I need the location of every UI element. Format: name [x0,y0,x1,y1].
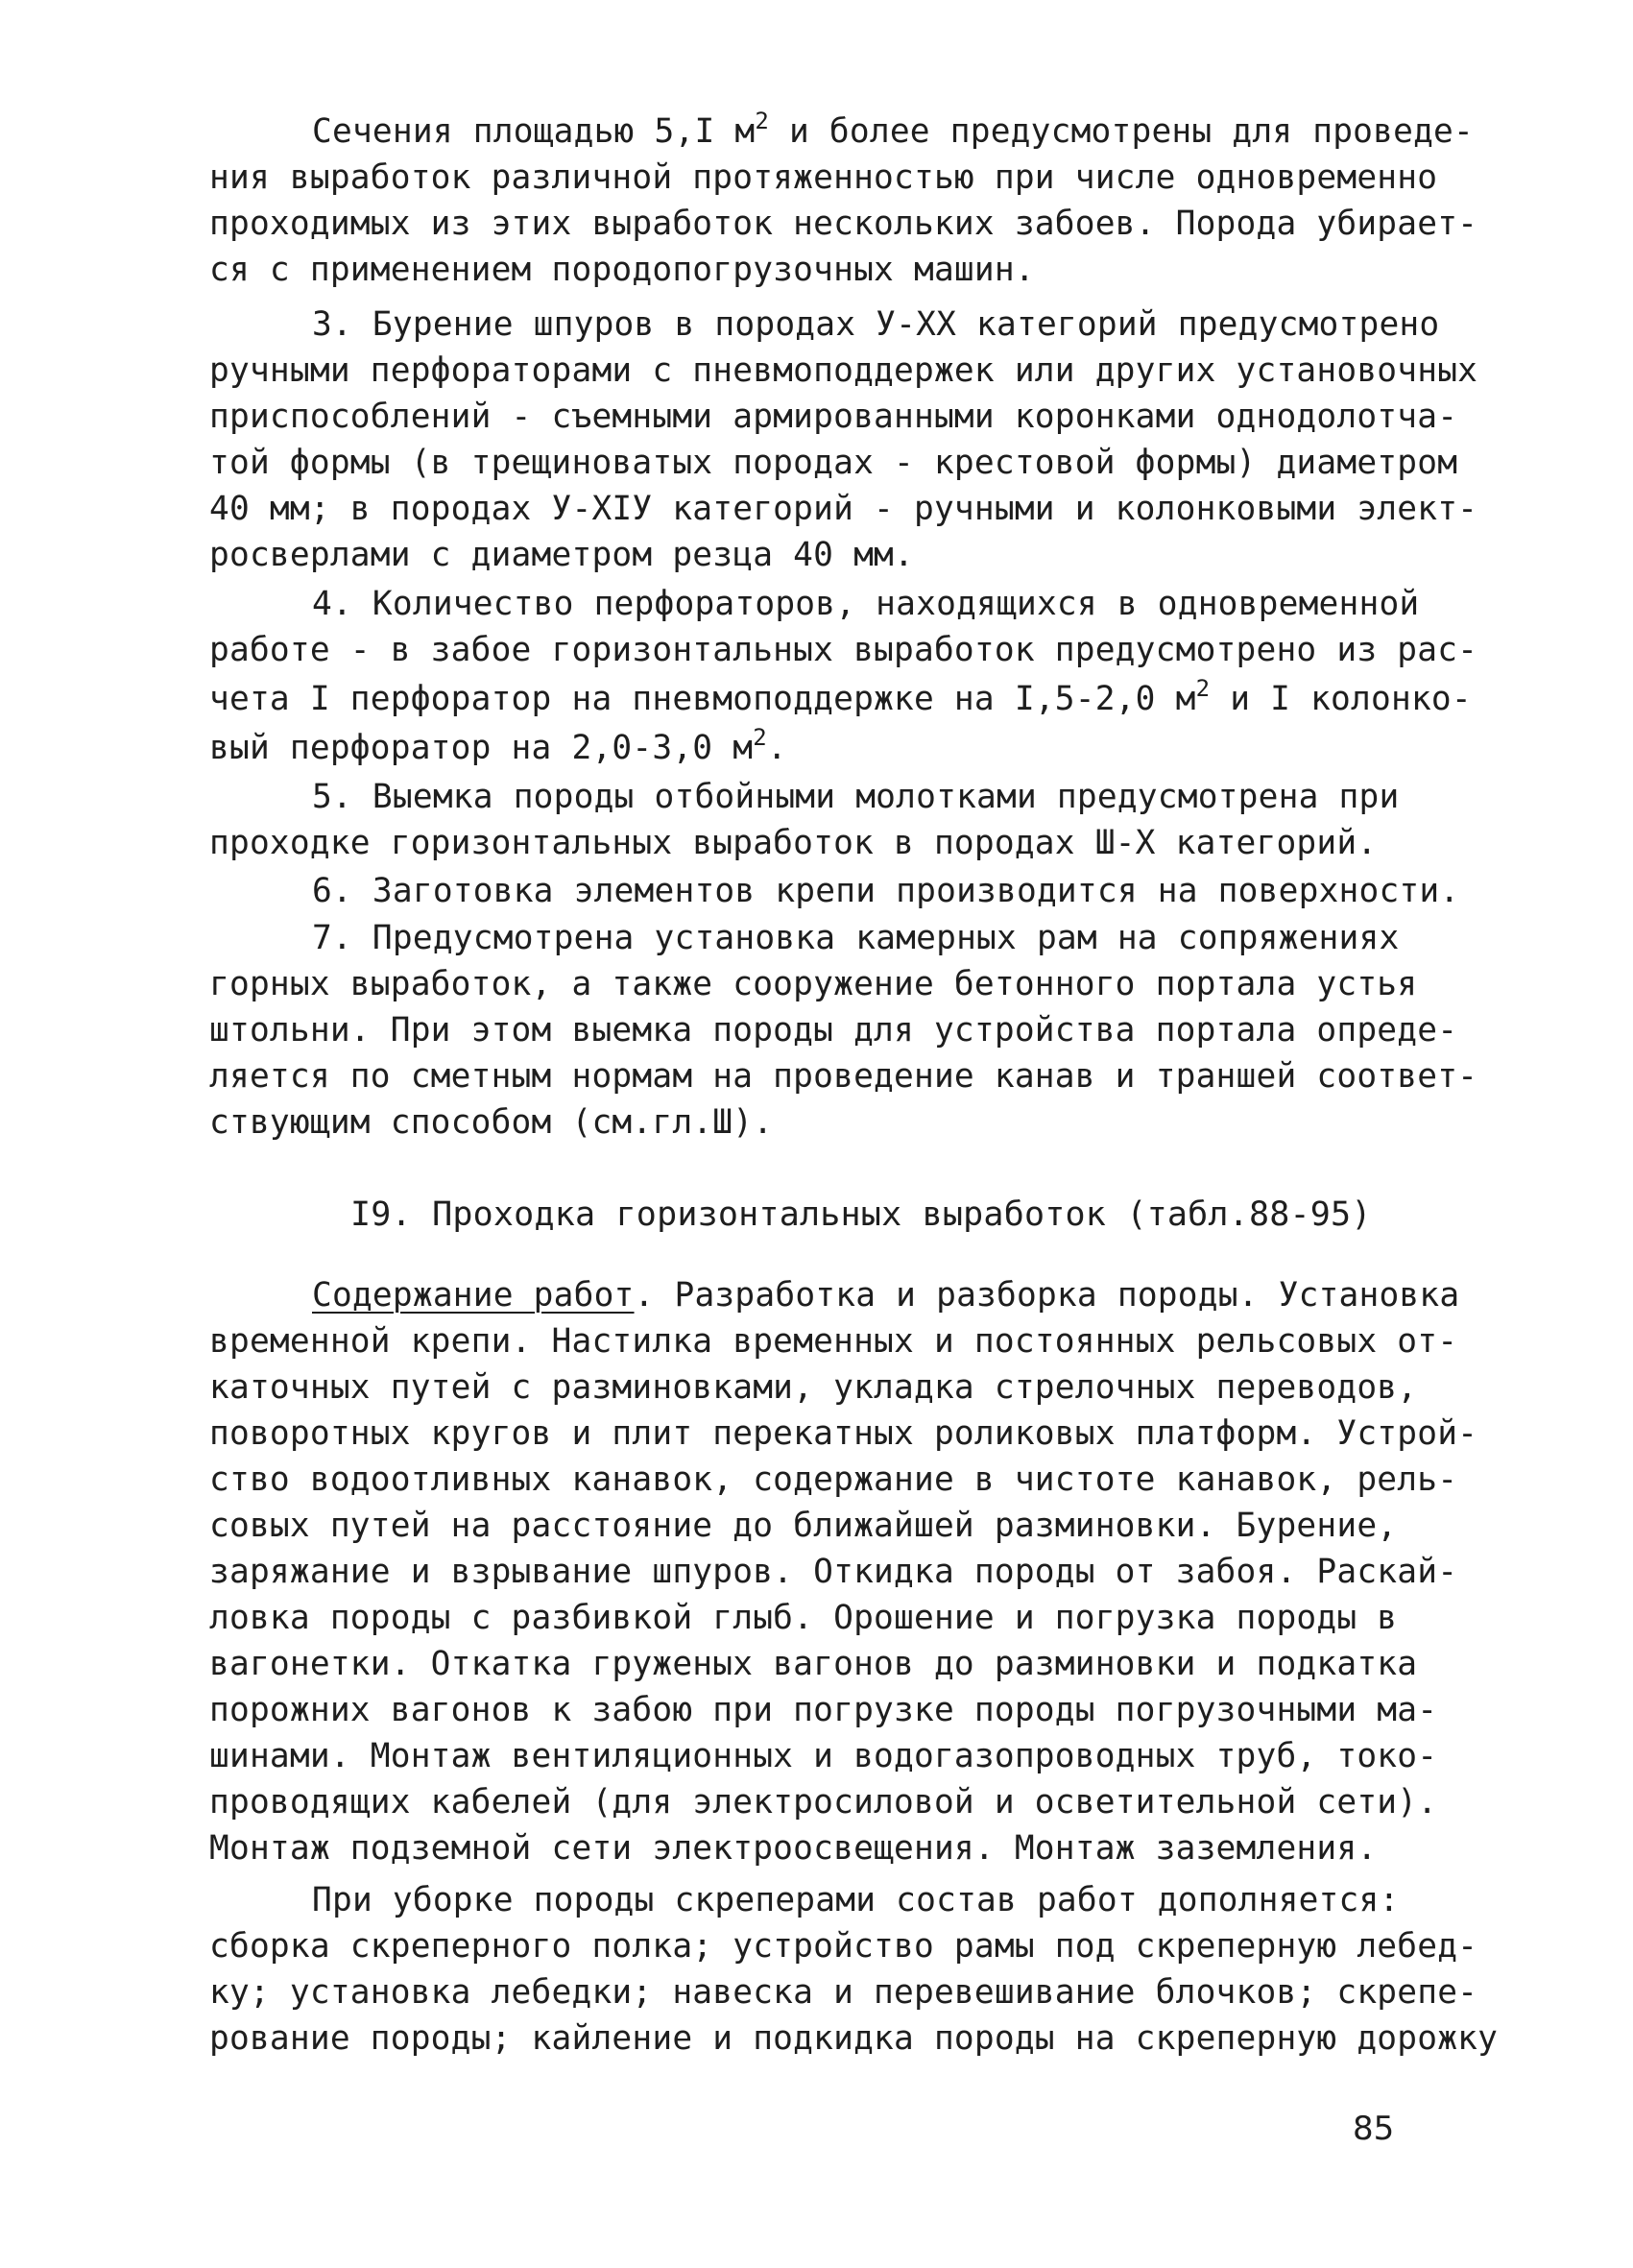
text-line: Монтаж подземной сети электроосвещения. Монтаж заземления. [209,1829,1378,1868]
text-line: временной крепи. Настилка временных и постоянных рельсовых от- [209,1322,1458,1361]
text-line: порожних вагонов к забою при погрузке породы погрузочными ма- [209,1691,1438,1729]
text-line: 5. Выемка породы отбойными молотками предусмотрена при [312,778,1400,816]
text-line: проходимых из этих выработок нескольких забоев. Порода убирает- [209,205,1478,243]
text-line: 40 мм; в породах У-ХIУ категорий - ручными и колонковыми элект- [209,490,1478,528]
text-line: заряжание и взрывание шпуров. Откидка породы от забоя. Раскай- [209,1553,1458,1591]
text-line: горных выработок, а также сооружение бетонного портала устья [209,965,1418,1003]
text-line: штольни. При этом выемка породы для устройства портала опреде- [209,1011,1458,1050]
text-line: чета I перфоратор на пневмоподдержке на I,5-2,0 $м^2$ и I колонко- [209,675,1472,718]
text-line: 7. Предусмотрена установка камерных рам на сопряжениях [312,919,1400,957]
text-line: ся с применением породопогрузочных машин. [209,251,1035,289]
text-line: ручными перфораторами с пневмоподдержек или других установочных [209,351,1478,390]
text-line: ствующим способом (см.гл.Ш). [209,1103,774,1142]
text-line: ство водоотливных канавок, содержание в чистоте канавок, рель- [209,1460,1458,1499]
text-line: вый перфоратор на 2,0-3,0 $м^2$. [209,724,787,767]
text-line: Содержание работ. Разработка и разборка породы. Установка [312,1276,1460,1315]
text-line: росверлами с диаметром резца 40 мм. [209,536,914,574]
section-title: I9. Проходка горизонтальных выработок (табл.88-95) [350,1195,1372,1234]
text-line: работе - в забое горизонтальных выработок предусмотрено из рас- [209,631,1478,669]
text-line: совых путей на расстояние до ближайшей разминовки. Бурение, [209,1507,1398,1545]
text-line: приспособлений - съемными армированными коронками однодолотча- [209,398,1458,436]
text-line: вагонетки. Откатка груженых вагонов до разминовки и подкатка [209,1645,1418,1683]
text-line: ловка породы с разбивкой глыб. Орошение и погрузка породы в [209,1599,1398,1637]
text-line: При уборке породы скреперами состав работ дополняется: [312,1881,1400,1919]
text-line: сборка скреперного полка; устройство рамы под скреперную лебед- [209,1927,1478,1966]
text-line: 3. Бурение шпуров в породах У-ХХ категорий предусмотрено [312,305,1440,344]
text-line: ку; установка лебедки; навеска и перевешивание блочков; скрепе- [209,1973,1478,2012]
page-number: 85 [1353,2110,1395,2148]
text-line: шинами. Монтаж вентиляционных и водогазопроводных труб, токо- [209,1737,1438,1775]
text-line: проводящих кабелей (для электросиловой и осветительной сети). [209,1783,1438,1822]
text-line: ния выработок различной протяженностью при числе одновременно [209,158,1438,197]
text-line: Сечения площадью 5,I $м^2$ и более предусмотрены для проведе- [312,108,1474,151]
text-line: проходке горизонтальных выработок в породах Ш-Х категорий. [209,824,1378,862]
text-line: 6. Заготовка элементов крепи производится на поверхности. [312,872,1460,910]
text-line: той формы (в трещиноватых породах - крестовой формы) диаметром [209,444,1458,482]
text-line: каточных путей с разминовками, укладка стрелочных переводов, [209,1368,1418,1407]
text-line: 4. Количество перфораторов, находящихся в одновременной [312,585,1420,623]
text-line: поворотных кругов и плит перекатных роликовых платформ. Устрой- [209,1414,1478,1453]
text-line: ляется по сметным нормам на проведение канав и траншей соответ- [209,1057,1478,1096]
text-line: рование породы; кайление и подкидка породы на скреперную дорожку [209,2019,1499,2058]
work-content-label: Содержание работ [312,1276,635,1315]
